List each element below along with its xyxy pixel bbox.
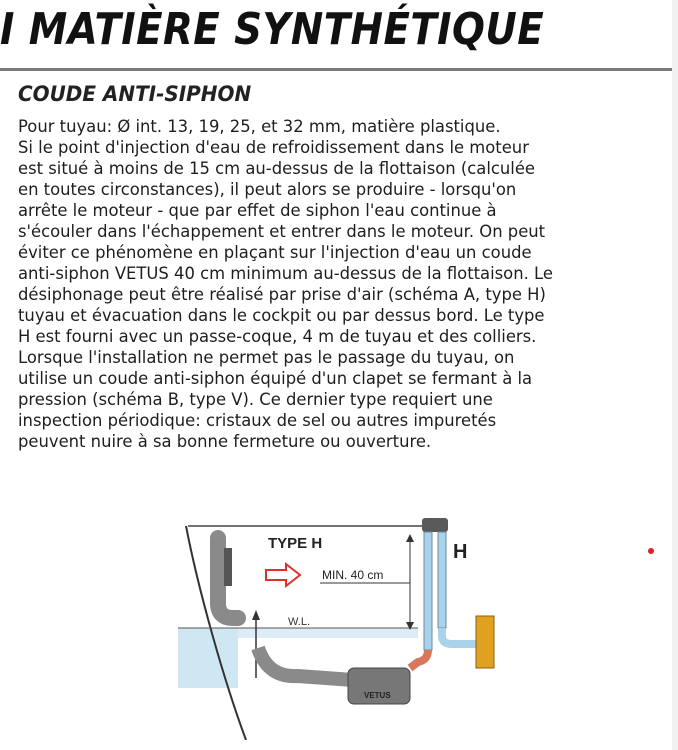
body-line: inspection périodique: cristaux de sel ou autres impuretés bbox=[18, 411, 497, 430]
title-divider bbox=[0, 68, 678, 71]
siphon-cap bbox=[422, 518, 448, 532]
page-title: I MATIÈRE SYNTHÉTIQUE bbox=[0, 4, 545, 55]
section-body bbox=[18, 116, 673, 452]
body-line: H est fourni avec un passe-coque, 4 m de tuyau et des colliers. bbox=[18, 327, 537, 346]
body-line: anti-siphon VETUS 40 cm minimum au-dessus de la flottaison. Le bbox=[18, 264, 553, 283]
body-line: éviter ce phénomène en plaçant sur l'injection d'eau un coude bbox=[18, 243, 532, 262]
body-line: tuyau et évacuation dans le cockpit ou par dessus bord. Le type bbox=[18, 306, 545, 325]
brand-mark: VETUS bbox=[364, 691, 391, 700]
body-line: peuvent nuire à sa bonne fermeture ou ouverture. bbox=[18, 432, 432, 451]
dimension-top-arrow bbox=[406, 534, 414, 542]
flow-arrowhead bbox=[252, 610, 260, 620]
section-heading: COUDE ANTI-SIPHON bbox=[18, 82, 252, 106]
body-line: Pour tuyau: Ø int. 13, 19, 25, et 32 mm, matière plastique. bbox=[18, 117, 501, 136]
exhaust-hose bbox=[258, 648, 353, 680]
min-label: MIN. 40 cm bbox=[322, 568, 384, 582]
body-line: Lorsque l'installation ne permet pas le passage du tuyau, on bbox=[18, 348, 515, 367]
h-letter: H bbox=[453, 541, 468, 563]
body-line: désiphonage peut être réalisé par prise d'air (schéma A, type H) bbox=[18, 285, 546, 304]
water-line-band bbox=[238, 628, 418, 638]
exhaust-label-plate bbox=[224, 548, 232, 586]
cooling-pipe-blue bbox=[442, 628, 478, 644]
water-area bbox=[178, 628, 238, 688]
body-line: s'écouler dans l'échappement et entrer dans le moteur. On peut bbox=[18, 222, 546, 241]
body-line: pression (schéma B, type V). Ce dernier type requiert une bbox=[18, 390, 493, 409]
siphon-pipe-left bbox=[424, 532, 432, 650]
siphon-pipe-right bbox=[438, 532, 446, 628]
anti-siphon-diagram bbox=[178, 508, 498, 740]
page-edge bbox=[672, 0, 678, 750]
type-label: TYPE H bbox=[268, 535, 323, 552]
body-line: utilise un coude anti-siphon équipé d'un clapet se fermant à la bbox=[18, 369, 533, 388]
cooling-pipe-red bbox=[410, 650, 428, 668]
body-line: arrête le moteur - que par effet de siphon l'eau continue à bbox=[18, 201, 497, 220]
body-line: Si le point d'injection d'eau de refroidissement dans le moteur bbox=[18, 138, 529, 157]
wl-label: W.L. bbox=[288, 616, 311, 628]
margin-dot bbox=[648, 548, 654, 554]
engine-block bbox=[476, 616, 494, 668]
body-line: est situé à moins de 15 cm au-dessus de la flottaison (calculée bbox=[18, 159, 536, 178]
red-arrow bbox=[266, 564, 300, 586]
body-line: en toutes circonstances), il peut alors se produire - lorsqu'on bbox=[18, 180, 517, 199]
